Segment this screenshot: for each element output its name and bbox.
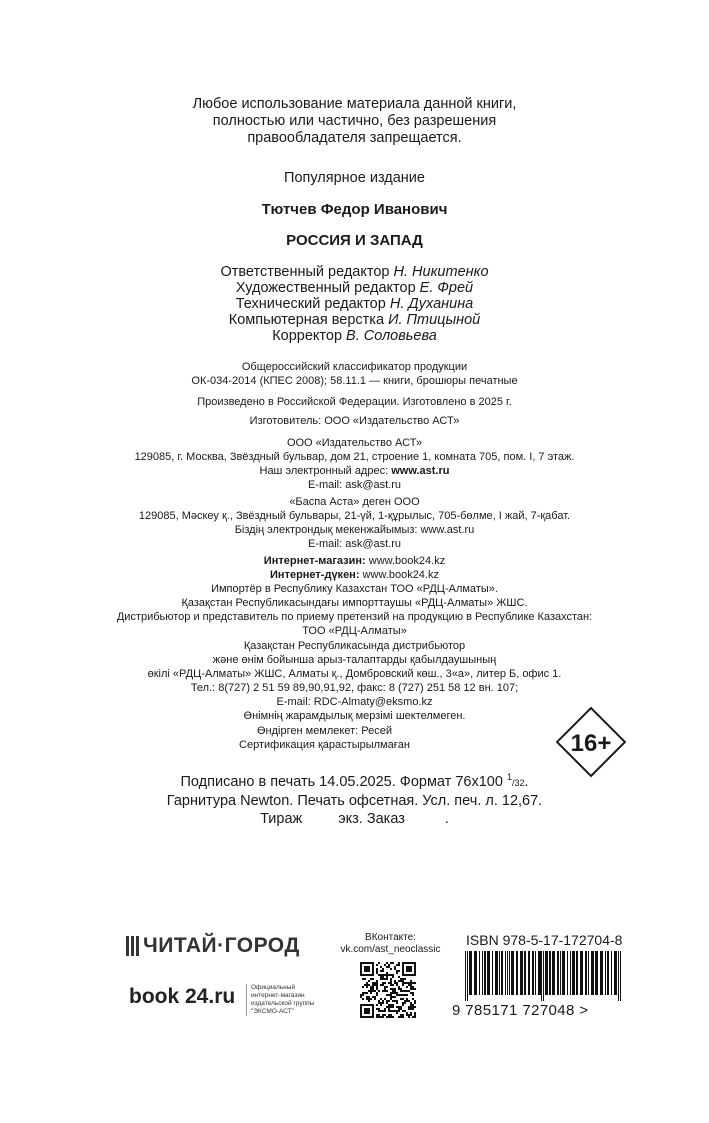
credits-block bbox=[0, 264, 709, 344]
kz-line: және өнім бойынша арыз-талаптарды қабылдаушының bbox=[212, 654, 497, 666]
kz-line: Тел.: 8(727) 2 51 59 89,90,91,92, факс: 8 (727) 251 58 12 вн. 107; bbox=[190, 682, 519, 694]
barcode-icon bbox=[463, 951, 623, 1001]
publisher-kz-block bbox=[0, 495, 709, 551]
book24-note: Официальный интернет-магазин издательской группы "ЭКСМО-АСТ" bbox=[246, 984, 314, 1016]
publisher-email: E-mail: ask@ast.ru bbox=[307, 479, 402, 491]
copyright-line: правообладателя запрещается. bbox=[247, 130, 462, 146]
importer-line: Импортёр в Республику Казахстан ТОО «РДЦ-Алматы». bbox=[211, 583, 498, 595]
shop-block bbox=[0, 554, 709, 638]
publisher-kz-name: «Баспа Аста» деген ООО bbox=[289, 496, 420, 508]
classifier-line: Общероссийский классификатор продукции bbox=[241, 361, 468, 373]
publisher-kz-web: Біздің электрондық мекенжайымыз: www.ast.ru bbox=[234, 524, 475, 536]
kz-line: Өнімнің жарамдылық мерзімі шектелмеген. bbox=[243, 710, 466, 722]
chitai-gorod-logo bbox=[126, 934, 300, 958]
barcode-number: 9 785171 727048 > bbox=[452, 1002, 589, 1019]
credit-line: Технический редактор Н. Духанина bbox=[235, 296, 474, 312]
distributor-line: Дистрибьютор и представитель по приему претензий на продукцию в Республике Казахстан: bbox=[116, 611, 593, 623]
credit-line: Корректор В. Соловьева bbox=[272, 328, 437, 344]
publisher-address: 129085, г. Москва, Звёздный бульвар, дом 21, строение 1, комната 705, пом. I, 7 этаж. bbox=[134, 451, 575, 463]
typeface-line: Гарнитура Newton. Печать офсетная. Усл. печ. л. 12,67. bbox=[166, 792, 543, 809]
kz-line: өкілі «РДЦ-Алматы» ЖШС, Алматы қ., Домбровский көш., 3«а», литер Б, офис 1. bbox=[147, 668, 562, 680]
run-line: Тираж экз. Заказ . bbox=[260, 810, 449, 827]
publisher-web: Наш электронный адрес: www.ast.ru bbox=[259, 465, 450, 477]
publisher-kz-address: 129085, Мәскеу қ., Звёздный бульвары, 21-үй, 1-құрылыс, 705-бөлме, I жай, 7-қабат. bbox=[138, 510, 571, 522]
importer-kz-line: Қазақстан Республикасындағы импорттаушы «РДЦ-Алматы» ЖШС. bbox=[181, 597, 528, 609]
author-name: Тютчев Федор Иванович bbox=[261, 201, 448, 218]
vk-link bbox=[338, 932, 443, 956]
copyright-line: полностью или частично, без разрешения bbox=[212, 113, 497, 129]
edition-type: Популярное издание bbox=[284, 170, 425, 186]
publisher-kz-email: E-mail: ask@ast.ru bbox=[307, 538, 402, 550]
age-rating-text: 16+ bbox=[570, 730, 612, 757]
chitai-bars-icon bbox=[126, 936, 139, 956]
production-line: Произведено в Российской Федерации. Изготовлено в 2025 г. bbox=[197, 396, 512, 408]
print-info-block bbox=[0, 768, 709, 828]
credit-line: Художественный редактор Е. Фрей bbox=[235, 280, 474, 296]
credit-line: Компьютерная верстка И. Птицыной bbox=[228, 312, 481, 328]
credit-line: Ответственный редактор Н. Никитенко bbox=[220, 264, 489, 280]
classifier-block bbox=[0, 360, 709, 388]
shop-line: Интернет-дүкен: www.book24.kz bbox=[270, 569, 439, 581]
shop-line: Интернет-магазин: www.book24.kz bbox=[263, 555, 446, 567]
certification-line: Сертификация қарастырылмаған bbox=[239, 739, 410, 751]
publisher-name: ООО «Издательство АСТ» bbox=[286, 437, 423, 449]
book24-logo: book 24.ru bbox=[129, 985, 236, 1008]
vk-label: ВКонтакте: bbox=[365, 932, 416, 943]
classifier-line: ОК-034-2014 (КПЕС 2008); 58.11.1 — книги, брошюры печатные bbox=[191, 375, 518, 387]
copyright-line: Любое использование материала данной книги, bbox=[192, 96, 517, 112]
manufacturer-line: Изготовитель: ООО «Издательство АСТ» bbox=[249, 415, 460, 427]
age-rating-badge bbox=[556, 707, 626, 777]
country-line: Өндірген мемлекет: Ресей bbox=[257, 725, 392, 737]
publisher-ast-block bbox=[0, 436, 709, 492]
book-title: РОССИЯ И ЗАПАД bbox=[286, 232, 423, 249]
chitai-gorod-text: ЧИТАЙ·ГОРОД bbox=[143, 934, 300, 957]
kz-line: E-mail: RDC-Almaty@eksmo.kz bbox=[276, 696, 433, 708]
vk-url: vk.com/ast_neoclassic bbox=[340, 944, 441, 955]
distributor-name: ТОО «РДЦ-Алматы» bbox=[302, 625, 407, 637]
qr-code-icon bbox=[360, 962, 416, 1018]
kz-line: Қазақстан Республикасында дистрибьютор bbox=[243, 640, 466, 652]
isbn-text: ISBN 978-5-17-172704-8 bbox=[466, 932, 623, 948]
signed-line: Подписано в печать 14.05.2025. Формат 76x100 $^1$/32. bbox=[180, 772, 529, 790]
copyright-notice bbox=[0, 96, 709, 147]
